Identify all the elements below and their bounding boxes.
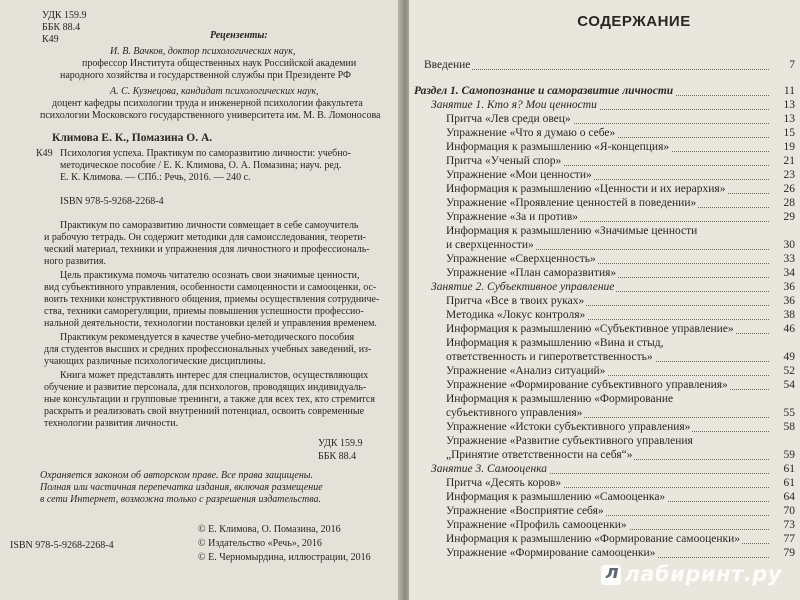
toc-page-number: 77: [769, 532, 795, 546]
toc-entry: [409, 504, 799, 519]
labirint-watermark: [601, 562, 782, 586]
toc-entry: [409, 154, 799, 169]
toc-entry: [409, 98, 799, 113]
toc-entry-title: Раздел 1. Самопознание и саморазвитие личности: [414, 85, 674, 97]
toc-entry-title: Упражнение «Что я думаю о себе»: [446, 127, 616, 139]
toc-page-number: 36: [769, 280, 795, 294]
bbk-bottom: ББК 88.4: [318, 451, 357, 462]
toc-entry-title: ответственность и гиперответственность»: [446, 351, 653, 363]
toc-entry-title: Занятие 3. Самооценка: [431, 463, 548, 475]
catalog-line: Психология успеха. Практикум по саморазвитию личности: учебно-: [60, 148, 351, 159]
para2-line: Цель практикума помочь читателю осознать свои значимые ценности,: [60, 270, 360, 281]
catalog-line: методическое пособие / Е. К. Климова, О. А. Помазина; науч. ред.: [60, 160, 342, 171]
toc-entry: [409, 420, 799, 435]
toc-entry: [409, 448, 799, 463]
toc-page-number: 46: [769, 322, 795, 336]
toc-entry-title: Информация к размышлению «Формирование самооценки»: [446, 533, 740, 545]
toc-entry-title: и сверхценности»: [446, 239, 534, 251]
toc-entry: [409, 434, 799, 449]
toc-entry: [409, 308, 799, 323]
reviewer2-line: А. С. Кузнецова, кандидат психологических наук,: [110, 86, 319, 97]
toc-page-number: 61: [769, 462, 795, 476]
toc-entry: [409, 182, 799, 197]
toc-entry-title: Информация к размышлению «Субъективное управление»: [446, 323, 734, 335]
copyright-notice-line: Охраняется законом об авторском праве. Все права защищены.: [40, 470, 314, 481]
para3-line: учающих различные психологические дисциплины.: [44, 356, 266, 367]
toc-page-number: 70: [769, 504, 795, 518]
toc-entry-title: Введение: [424, 59, 471, 71]
toc-entry-title: Упражнение «За и против»: [446, 211, 579, 223]
para2-line: воить техники конструктивного общения, приемы осуществления сотрудниче-: [44, 294, 380, 305]
reviewer1-line: И. В. Вачков, доктор психологических наук,: [110, 46, 296, 57]
para4-line: раскрыть и реализовать свой внутренний потенциал, освоить современные: [44, 406, 365, 417]
para4-line: Книга может представлять интерес для специалистов, осуществляющих: [60, 370, 369, 381]
toc-page-number: 23: [769, 168, 795, 182]
toc-entry: [409, 392, 799, 407]
toc-page-number: 73: [769, 518, 795, 532]
toc-page-number: 55: [769, 406, 795, 420]
toc-entry: [409, 336, 799, 351]
toc-entry-title: Упражнение «Профиль самооценки»: [446, 519, 627, 531]
toc-entry-title: Притча «Ученый спор»: [446, 155, 562, 167]
toc-entry-title: Информация к размышлению «Значимые ценности: [446, 225, 698, 237]
toc-leader-dots: [434, 69, 769, 70]
toc-page-number: 19: [769, 140, 795, 154]
toc-entry: [409, 518, 799, 533]
toc-page-number: 7: [769, 58, 795, 72]
toc-entry-title: Занятие 2. Субъективное управление: [431, 281, 615, 293]
toc-page-number: 26: [769, 182, 795, 196]
toc-entry-title: Упражнение «План саморазвития»: [446, 267, 617, 279]
toc-entry: [409, 238, 799, 253]
toc-entry-title: Упражнение «Развитие субъективного управления: [446, 435, 693, 447]
toc-entry-title: Занятие 1. Кто я? Мои ценности: [431, 99, 597, 111]
udk-top: УДК 159.9: [42, 10, 87, 21]
para3-line: для студентов высших и средних профессиональных учебных заведений, из-: [44, 344, 372, 355]
toc-entry: [409, 294, 799, 309]
toc-entry: [409, 322, 799, 337]
para1-line: ного развития.: [44, 256, 106, 267]
para1-line: и рабочую тетрадь. Он содержит методики для самоисследования, теорети-: [44, 232, 367, 243]
toc-page-number: 29: [769, 210, 795, 224]
copyright-notice-line: в сети Интернет, возможна только с разрешения издательства.: [40, 494, 322, 505]
copyright-line: © Е. Черномырдина, иллюстрации, 2016: [198, 552, 371, 563]
para4-line: обучение и развитие персонала, для психологов, проводящих индивидуаль-: [44, 382, 367, 393]
toc-entry: [409, 224, 799, 239]
toc-entry: [409, 406, 799, 421]
isbn-line: ISBN 978-5-9268-2268-4: [60, 196, 164, 207]
reviewer1-line: народного хозяйства и государственной службы при Президенте РФ: [60, 70, 351, 81]
watermark-text: лабиринт.ру: [624, 562, 782, 586]
isbn-bottom: ISBN 978-5-9268-2268-4: [10, 540, 114, 551]
toc-entry: [409, 378, 799, 393]
toc-entry-title: Упражнение «Восприятие себя»: [446, 505, 604, 517]
copyright-notice-line: Полная или частичная перепечатка издания, включая размещение: [40, 482, 323, 493]
labirint-logo-icon: [601, 565, 621, 585]
reviewers-heading: Рецензенты:: [210, 30, 268, 41]
toc-page-number: 21: [769, 154, 795, 168]
para3-line: Практикум рекомендуется в качестве учебно-методического пособия: [60, 332, 355, 343]
toc-entry: [409, 546, 799, 561]
toc-page-number: 59: [769, 448, 795, 462]
toc-page-number: 52: [769, 364, 795, 378]
reviewer2-line: доцент кафедры психологии труда и инженерной психологии факультета: [52, 98, 363, 109]
toc-entry: [409, 350, 799, 365]
toc-entry: [409, 532, 799, 547]
toc-entry: [409, 210, 799, 225]
toc-entry-title: Упражнение «Формирование субъективного управления»: [446, 379, 728, 391]
toc-entry: [409, 58, 799, 73]
toc-entry-title: Притча «Лев среди овец»: [446, 113, 571, 125]
toc-entry: [409, 140, 799, 155]
toc-entry-title: Упражнение «Истоки субъективного управления»: [446, 421, 691, 433]
toc-entry: [409, 168, 799, 183]
toc-page-number: 54: [769, 378, 795, 392]
toc-page-number: 79: [769, 546, 795, 560]
para4-line: технологии развития личности.: [44, 418, 179, 429]
toc-page-number: 49: [769, 350, 795, 364]
reviewer1-line: профессор Института общественных наук Российской академии: [82, 58, 357, 69]
copyright-line: © Издательство «Речь», 2016: [198, 538, 322, 549]
toc-page-number: 64: [769, 490, 795, 504]
toc-entry-title: Притча «Десять коров»: [446, 477, 562, 489]
udk-bottom: УДК 159.9: [318, 438, 363, 449]
toc-page-number: 11: [769, 84, 795, 98]
toc-page-number: 13: [769, 98, 795, 112]
catalog-k49: К49: [36, 148, 53, 159]
toc-entry-title: Упражнение «Формирование самооценки»: [446, 547, 656, 559]
k49-top: К49: [42, 34, 59, 45]
authors: Климова Е. К., Помазина О. А.: [52, 132, 213, 144]
toc-entry: [409, 490, 799, 505]
toc-entry-title: Упражнение «Анализ ситуаций»: [446, 365, 606, 377]
toc-entry-title: Информация к размышлению «Самооценка»: [446, 491, 666, 503]
contents-title: СОДЕРЖАНИЕ: [577, 13, 691, 30]
toc-page-number: 38: [769, 308, 795, 322]
para1-line: Практикум по саморазвитию личности совмещает в себе самоучитель: [60, 220, 359, 231]
toc-entry-title: Информация к размышлению «Вина и стыд,: [446, 337, 664, 349]
toc-entry-title: Информация к размышлению «Формирование: [446, 393, 674, 405]
toc-entry: [409, 476, 799, 491]
toc-page-number: 61: [769, 476, 795, 490]
toc-page-number: 34: [769, 266, 795, 280]
toc-entry-title: Информация к размышлению «Ценности и их иерархия»: [446, 183, 726, 195]
toc-entry-title: Упражнение «Сверхценность»: [446, 253, 596, 265]
toc-entry: [409, 112, 799, 127]
toc-page-number: 13: [769, 112, 795, 126]
toc-entry: [409, 280, 799, 295]
toc-entry: [409, 126, 799, 141]
toc-entry: [409, 462, 799, 477]
bbk-top: ББК 88.4: [42, 22, 81, 33]
toc-entry-title: Притча «Все в твоих руках»: [446, 295, 585, 307]
toc-entry-title: Методика «Локус контроля»: [446, 309, 586, 321]
toc-entry-title: субъективного управления»: [446, 407, 583, 419]
toc-page-number: 58: [769, 420, 795, 434]
para2-line: вид субъективного управления, особенности самоценности и самооценки, ос-: [44, 282, 377, 293]
toc-page-number: 28: [769, 196, 795, 210]
toc-page-number: 30: [769, 238, 795, 252]
toc-entry-title: Упражнение «Проявление ценностей в поведении»: [446, 197, 697, 209]
toc-entry: [409, 196, 799, 211]
reviewer2-line: психологии Московского государственного университета им. М. В. Ломоносова: [40, 110, 381, 121]
toc-page-number: 33: [769, 252, 795, 266]
toc-entry-title: Упражнение «Мои ценности»: [446, 169, 592, 181]
right-page: [409, 0, 800, 600]
toc-entry: [409, 84, 799, 99]
copyright-line: © Е. Климова, О. Помазина, 2016: [198, 524, 341, 535]
para2-line: нальной деятельности, технологии постановки целей и управления временем.: [44, 318, 377, 329]
toc-entry: [409, 266, 799, 281]
catalog-line: Е. К. Климова. — СПб.: Речь, 2016. — 240 с.: [60, 172, 251, 183]
toc-page-number: 36: [769, 294, 795, 308]
para2-line: ства, техники саморегуляции, приемы повышения успешности профессио-: [44, 306, 364, 317]
toc-entry-title: Информация к размышлению «Я-концепция»: [446, 141, 670, 153]
toc-page-number: 15: [769, 126, 795, 140]
para4-line: ные консультации и групповые тренинги, а также для всех тех, кто стремится: [44, 394, 375, 405]
toc-entry: [409, 252, 799, 267]
para1-line: ческий материал, техники и упражнения для личностного и профессиональ-: [44, 244, 370, 255]
toc-entry: [409, 364, 799, 379]
toc-entry-title: „Принятие ответственности на себя“»: [446, 449, 633, 461]
